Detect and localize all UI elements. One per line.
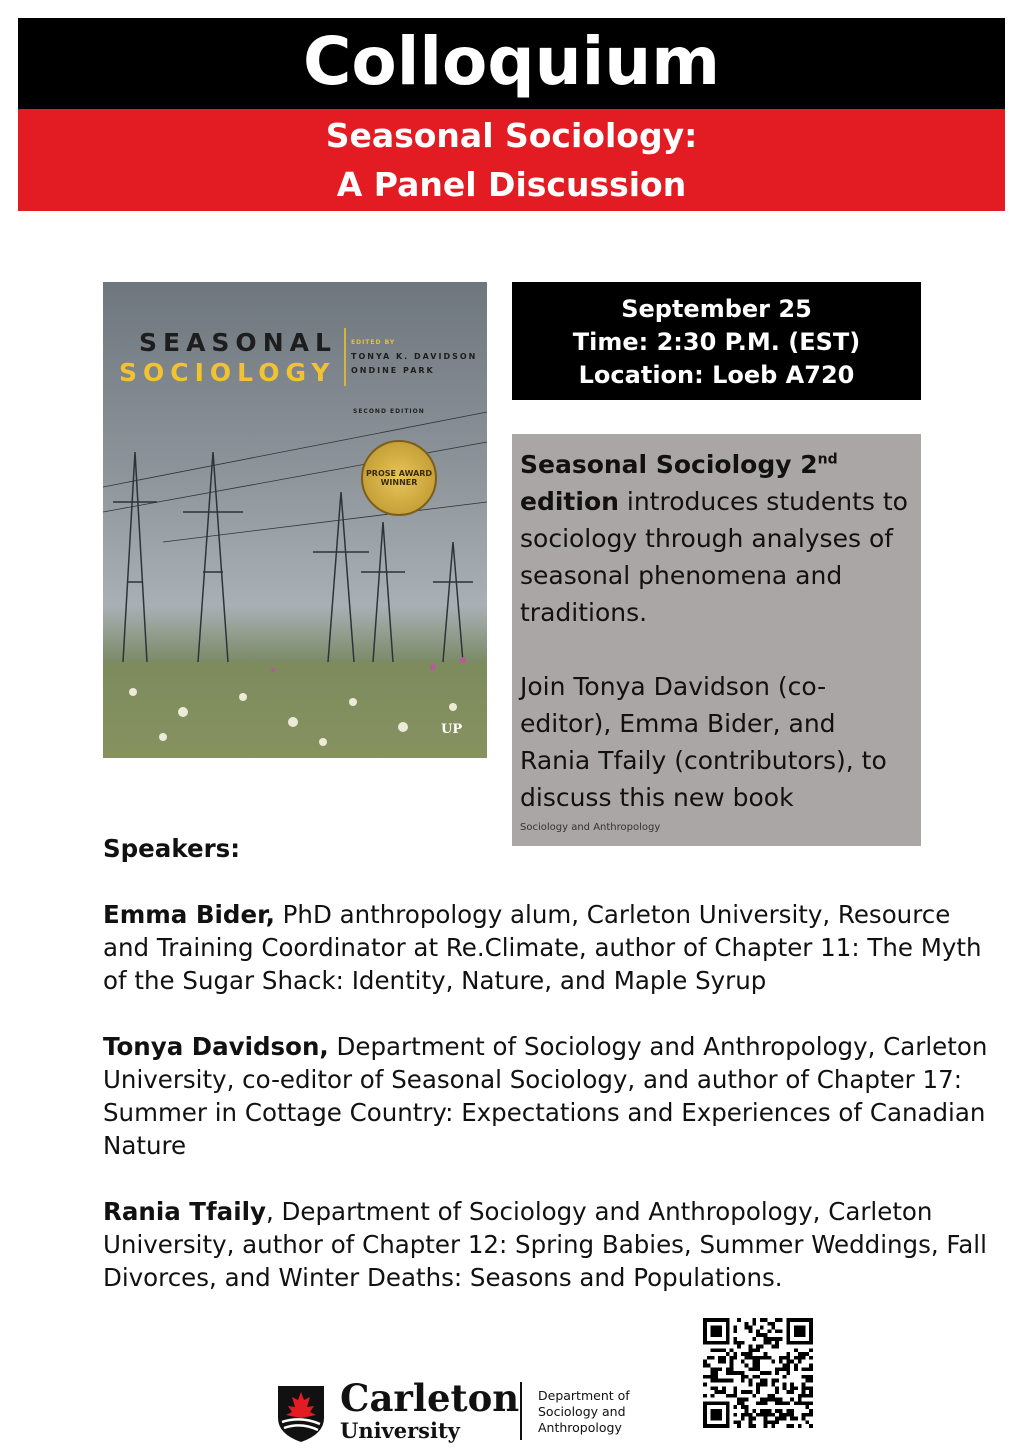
event-info-box <box>512 282 921 400</box>
speaker-bio: Department of Sociology and Anthropology, Carleton University, co-editor of Seasonal Sociology, and author of Chapter 17: Summer in Cottage Country: Expectations and Experiences of Canadian Nature <box>103 1032 988 1160</box>
event-date: September 25 <box>621 295 812 323</box>
speakers-heading: Speakers: <box>103 834 241 863</box>
event-location: Location: Loeb A720 <box>578 361 855 389</box>
cover-edition: SECOND EDITION <box>353 408 425 415</box>
description-text1: introduces students to sociology through analyses of seasonal phenomena and traditions. <box>520 487 908 628</box>
book-title-suffix: edition <box>520 487 619 517</box>
department-name: Department of Sociology and Anthropology <box>538 1388 630 1435</box>
book-title-text: Seasonal Sociology 2 <box>520 450 818 480</box>
award-seal-icon: PROSE AWARD WINNER <box>361 440 437 516</box>
description-box <box>512 434 921 846</box>
subtitle-banner <box>18 109 1005 211</box>
carleton-logo <box>276 1376 636 1446</box>
logo-divider <box>520 1382 522 1440</box>
subtitle-line1: Seasonal Sociology: <box>325 116 698 155</box>
shield-icon <box>276 1382 326 1442</box>
speaker-name: Emma Bider, <box>103 900 275 929</box>
speakers-section <box>103 832 1003 1327</box>
event-time: Time: 2:30 P.M. (EST) <box>572 328 861 356</box>
speaker-name: Rania Tfaily <box>103 1197 266 1226</box>
title-banner: Colloquium <box>18 18 1005 109</box>
book-title-sup: nd <box>817 452 838 468</box>
description-text2: Join Tonya Davidson (co-editor), Emma Bider, and Rania Tfaily (contributors), to discuss this new book <box>520 672 887 813</box>
cover-title-line2: SOCIOLOGY <box>119 358 336 387</box>
speaker-bio: , Department of Sociology and Anthropology, Carleton University, author of Chapter 12: Spring Babies, Summer Weddings, Fall Divorces, and Winter Deaths: Seasons and Populations. <box>103 1197 987 1292</box>
cover-edited-by: EDITED BY <box>351 339 396 346</box>
speaker-name: Tonya Davidson, <box>103 1032 329 1061</box>
logo-carleton: Carleton <box>340 1376 520 1420</box>
cover-title-line1: SEASONAL <box>139 328 337 357</box>
logo-university: University <box>340 1418 460 1443</box>
speaker-item <box>103 1195 1003 1294</box>
publisher-logo: UP <box>441 722 463 737</box>
cover-divider <box>344 328 346 386</box>
description-footer: Sociology and Anthropology <box>520 822 661 833</box>
cover-editor1: TONYA K. DAVIDSON <box>351 352 478 361</box>
subtitle-line2: A Panel Discussion <box>336 165 687 204</box>
cover-editor2: ONDINE PARK <box>351 366 435 375</box>
book-cover <box>103 282 487 758</box>
speaker-bio: PhD anthropology alum, Carleton University, Resource and Training Coordinator at Re.Climate, author of Chapter 11: The Myth of the Sugar Shack: Identity, Nature, and Maple Syrup <box>103 900 982 995</box>
speaker-item <box>103 898 1003 997</box>
qr-code-icon[interactable] <box>703 1318 813 1428</box>
speaker-item <box>103 1030 1003 1162</box>
